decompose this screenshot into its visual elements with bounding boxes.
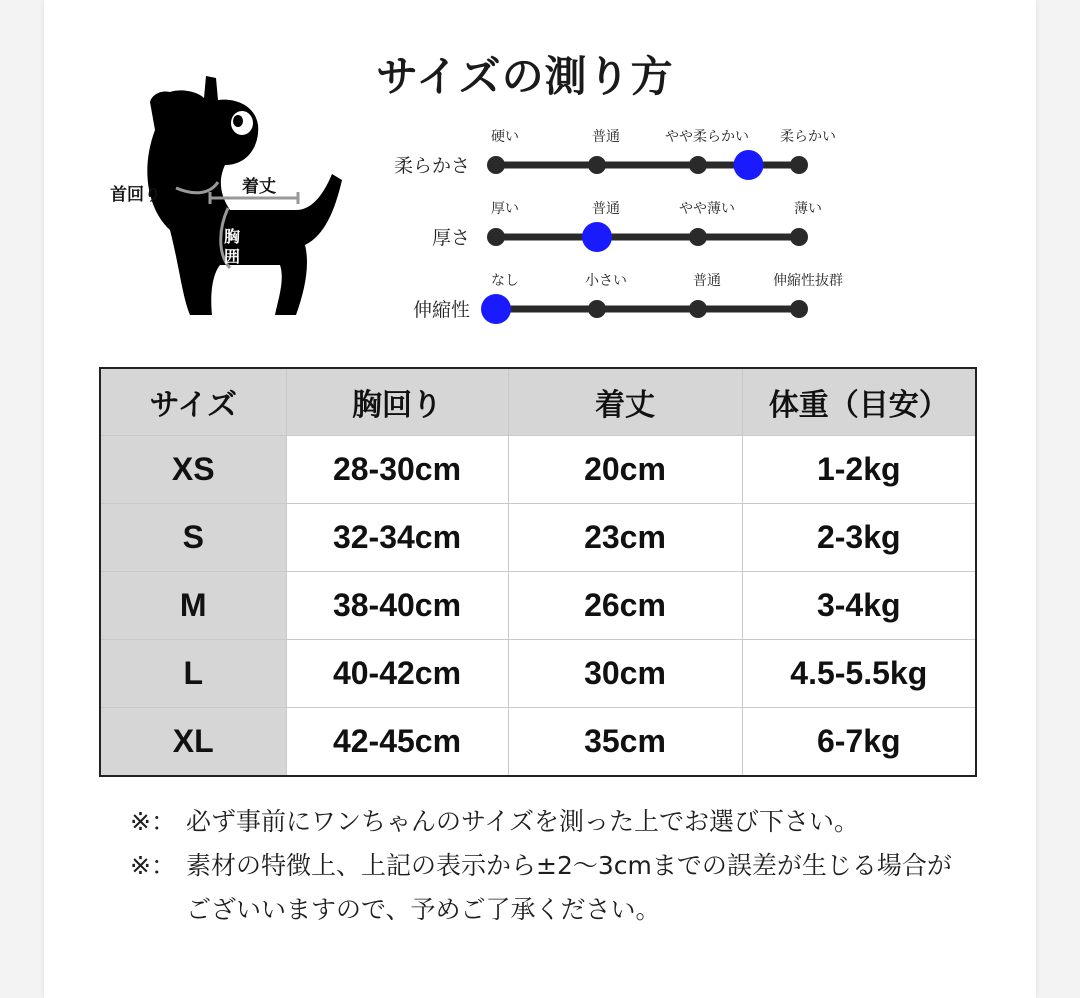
chest-cell: 32-34cm — [286, 504, 508, 572]
scale-tick-dot — [487, 156, 505, 174]
notes — [130, 800, 990, 932]
scale-tick-label: 硬い — [491, 129, 519, 145]
weight-cell: 1-2kg — [742, 436, 976, 504]
scale-row — [394, 129, 836, 180]
scale-tick-label: 厚い — [491, 201, 519, 217]
scale-tick-dot — [588, 300, 606, 318]
header-weight: 体重（目安） — [742, 368, 976, 436]
scale-tick-label: 普通 — [592, 201, 620, 217]
scale-label: 伸縮性 — [412, 299, 470, 321]
table-row — [100, 504, 976, 572]
table-header-row — [100, 368, 976, 436]
size-cell: L — [100, 640, 286, 708]
scale-tick-dot — [790, 228, 808, 246]
scale-tick-label: やや薄い — [679, 201, 735, 217]
neck-label: 首回り — [110, 185, 161, 205]
note-text: 必ず事前にワンちゃんのサイズを測った上でお選び下さい。 — [186, 807, 860, 836]
scale-tick-label: 伸縮性抜群 — [773, 273, 843, 289]
scale-tick-label: 柔らかい — [780, 129, 836, 145]
scale-tick-label: やや柔らかい — [665, 129, 749, 145]
table-row — [100, 640, 976, 708]
scale-tick-label: 普通 — [592, 129, 620, 145]
scale-tick-dot — [588, 156, 606, 174]
chest-cell: 28-30cm — [286, 436, 508, 504]
scale-tick-label: 小さい — [585, 273, 627, 289]
weight-cell: 6-7kg — [742, 708, 976, 777]
note-item — [130, 844, 990, 932]
table-row — [100, 708, 976, 777]
size-cell: S — [100, 504, 286, 572]
scale-tick-dot — [689, 300, 707, 318]
size-cell: M — [100, 572, 286, 640]
table-row — [100, 436, 976, 504]
chest-label-2: 囲 — [224, 247, 241, 266]
scale-row — [413, 272, 843, 324]
weight-cell: 3-4kg — [742, 572, 976, 640]
scale-selected-marker — [481, 294, 511, 324]
note-item — [130, 800, 990, 844]
scale-tick-label: 普通 — [693, 273, 721, 289]
scale-tick-dot — [487, 228, 505, 246]
weight-cell: 2-3kg — [742, 504, 976, 572]
scale-label: 柔らかさ — [393, 155, 470, 177]
length-cell: 23cm — [508, 504, 742, 572]
dog-silhouette-illustration — [100, 70, 360, 330]
size-cell: XL — [100, 708, 286, 777]
note-mark: ※： — [130, 851, 176, 880]
note-mark: ※： — [130, 807, 176, 836]
scale-selected-marker — [582, 222, 612, 252]
scale-tick-dot — [689, 156, 707, 174]
scale-tick-label: 薄い — [794, 201, 822, 217]
length-cell: 30cm — [508, 640, 742, 708]
chest-cell: 42-45cm — [286, 708, 508, 777]
note-text: 素材の特徴上、上記の表示から±2〜3cmまでの誤差が生じる場合がございいますので、予めご了承ください。 — [186, 851, 952, 924]
header-size: サイズ — [100, 368, 286, 436]
scale-row — [432, 200, 822, 252]
length-cell: 35cm — [508, 708, 742, 777]
scale-label: 厚さ — [431, 227, 470, 249]
table-row — [100, 572, 976, 640]
chest-label-1: 胸 — [224, 227, 241, 246]
fabric-scales — [370, 115, 870, 330]
scale-tick-dot — [790, 156, 808, 174]
chest-cell: 38-40cm — [286, 572, 508, 640]
length-cell: 20cm — [508, 436, 742, 504]
scale-tick-label: なし — [491, 273, 519, 289]
header-length: 着丈 — [508, 368, 742, 436]
weight-cell: 4.5-5.5kg — [742, 640, 976, 708]
header-chest: 胸回り — [286, 368, 508, 436]
length-cell: 26cm — [508, 572, 742, 640]
scale-selected-marker — [734, 150, 764, 180]
chest-cell: 40-42cm — [286, 640, 508, 708]
size-table — [99, 367, 977, 777]
page-title: サイズの測り方 — [376, 52, 674, 101]
scale-tick-dot — [790, 300, 808, 318]
size-cell: XS — [100, 436, 286, 504]
scale-tick-dot — [689, 228, 707, 246]
length-label: 着丈 — [242, 177, 276, 197]
